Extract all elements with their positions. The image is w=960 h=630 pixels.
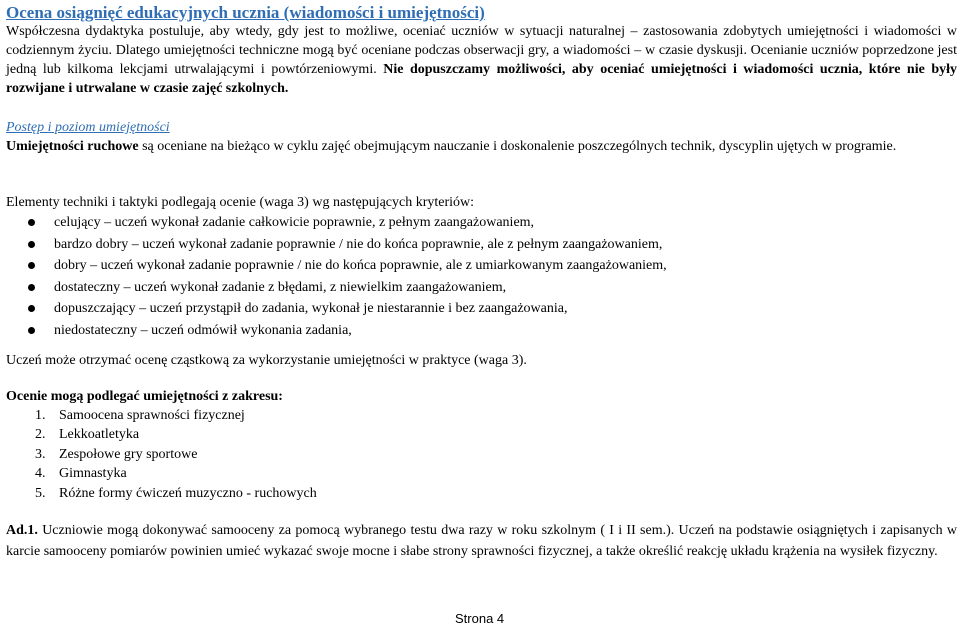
page-title: Ocena osiągnięć edukacyjnych ucznia (wiadomości i umiejętności) <box>6 3 485 22</box>
criteria-item-text: bardzo dobry – uczeń wykonał zadanie poprawnie / nie do końca poprawnie, ale z pełnym zaangażowaniem, <box>54 236 663 252</box>
list-item <box>0 445 317 464</box>
criteria-item-text: dostateczny – uczeń wykonał zadanie z błędami, z niewielkim zaangażowaniem, <box>54 279 507 295</box>
bullet-icon <box>28 305 35 312</box>
intro-text: Współczesna dydaktyka postuluje, aby wtedy, gdy jest to możliwe, oceniać uczniów w sytuacji naturalnej – zastosowania zdobytych umiejętności i wiadomości w codziennym życiu. Dlatego umiejętności techniczne mogą być oceniane podczas obserwacji gry, a wiadomości – w czasie dyskusji. Ocenianie uczniów poprzedzone jest jedną lub kilkoma lekcjami utrwalającymi i powtórzeniowymi. <box>6 24 957 77</box>
list-item <box>0 212 900 234</box>
criteria-item-text: dobry – uczeń wykonał zadanie poprawnie / nie do końca poprawnie, ale z umiarkowanym zaangażowaniem, <box>54 258 667 273</box>
list-item <box>0 464 317 483</box>
progress-paragraph <box>6 137 957 156</box>
bullet-icon <box>28 241 35 248</box>
scope-item-number: 5. <box>35 485 46 501</box>
list-item <box>0 484 317 503</box>
list-item <box>0 277 900 299</box>
scope-item-label: Gimnastyka <box>59 466 127 482</box>
bullet-icon <box>28 262 35 269</box>
list-item <box>0 406 317 425</box>
scope-item-number: 1. <box>35 408 46 423</box>
ad1-label: Ad.1. <box>6 523 38 538</box>
page-number: Strona 4 <box>455 611 505 626</box>
intro-bold-text: Nie dopuszczamy możliwości, aby oceniać umiejętności i wiadomości ucznia, które nie były rozwijane i utrwalane w czasie zajęć szkolnych. <box>6 62 958 96</box>
scope-item-number: 2. <box>35 427 46 443</box>
scope-item-label: Różne formy ćwiczeń muzyczno - ruchowych <box>59 485 317 501</box>
scope-item-label: Samoocena sprawności fizycznej <box>59 408 245 423</box>
ad1-paragraph <box>6 520 957 562</box>
scope-list <box>0 406 317 503</box>
list-item <box>0 234 900 256</box>
progress-text: są oceniane na bieżąco w cyklu zajęć obejmującym nauczanie i doskonalenie poszczególnych technik, dyscyplin ujętych w programie. <box>138 139 897 154</box>
bullet-icon <box>28 219 35 226</box>
bullet-icon <box>28 284 35 291</box>
list-item <box>0 320 900 342</box>
criteria-item-text: celujący – uczeń wykonał zadanie całkowicie poprawnie, z pełnym zaangażowaniem, <box>54 215 535 230</box>
scope-item-number: 3. <box>35 446 46 462</box>
criteria-item-text: niedostateczny – uczeń odmówił wykonania zadania, <box>54 322 352 338</box>
scope-item-number: 4. <box>35 466 46 482</box>
criteria-intro: Elementy techniki i taktyki podlegają ocenie (waga 3) wg następujących kryteriów: <box>6 195 475 210</box>
list-item <box>0 255 900 277</box>
progress-bold-lead: Umiejętności ruchowe <box>6 139 139 154</box>
intro-paragraph <box>6 22 957 98</box>
ad1-text: Uczniowie mogą dokonywać samooceny za pomocą wybranego testu dwa razy w roku szkolnym ( I i II sem.). Uczeń na podstawie osiągniętych i zapisanych w karcie samooceny pomiarów powinien umieć wykazać swoje mocne i słabe strony sprawności fizycznej, a także określić reakcję układu krążenia na wysiłek fizyczny. <box>6 523 957 559</box>
progress-heading: Postęp i poziom umiejętności <box>6 120 170 135</box>
scope-item-label: Lekkoatletyka <box>59 427 140 443</box>
bullet-icon <box>28 327 35 334</box>
list-item <box>0 298 900 320</box>
list-item <box>0 425 317 444</box>
scope-heading: Ocenie mogą podlegać umiejętności z zakresu: <box>6 389 283 404</box>
partial-grade-paragraph: Uczeń może otrzymać ocenę cząstkową za wykorzystanie umiejętności w praktyce (waga 3). <box>6 353 527 368</box>
scope-item-label: Zespołowe gry sportowe <box>59 446 198 462</box>
criteria-item-text: dopuszczający – uczeń przystąpił do zadania, wykonał je niestarannie i bez zaangażowania, <box>54 301 568 316</box>
criteria-list <box>0 212 900 341</box>
